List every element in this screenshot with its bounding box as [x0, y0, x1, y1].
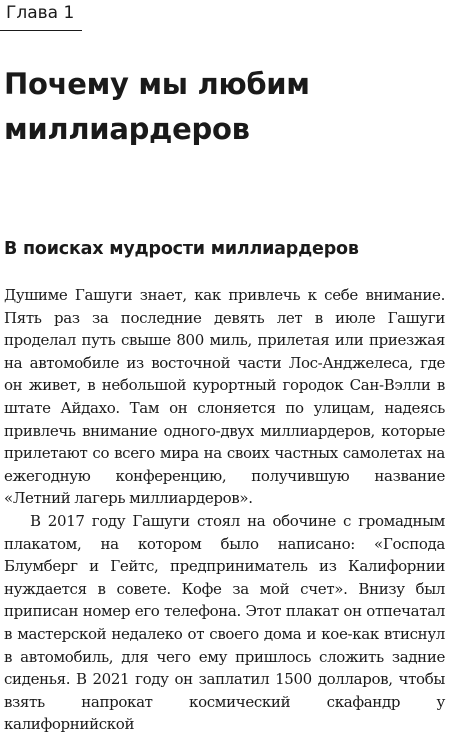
body-text [4, 284, 445, 736]
chapter-label: Глава 1 [6, 3, 75, 23]
section-heading: В поисках мудрости миллиардеров [4, 239, 359, 259]
chapter-title: Почему мы любим миллиардеров [4, 67, 310, 146]
paragraph: В 2017 году Гашуги стоял на обочине с громадным плакатом, на котором было написано: «Господа Блумберг и Гейтс, предприниматель из Калифорнии нуждается в совете. Кофе за мой счет». Внизу был приписан номер его телефона. Этот плакат он отпечатал в мастерской недалеко от своего дома и кое-как втиснул в автомобиль, для чего ему пришлось сложить задние сиденья. В 2021 году он заплатил 1500 долларов, чтобы взять напрокат космический скафандр у калифорнийской [4, 511, 445, 734]
chapter-divider [0, 30, 82, 31]
paragraph: Душиме Гашуги знает, как привлечь к себе внимание. Пять раз за последние девять лет в июле Гашуги проделал путь свыше 800 миль, прилетая или приезжая на автомобиле из восточной части Лос-Анджелеса, где он живет, в небольшой курортный городок Сан-Вэлли в штате Айдахо. Там он слоняется по улицам, надеясь привлечь внимание одного-двух миллиардеров, которые прилетают со всего мира на своих частных самолетах на ежегодную конференцию, получившую название «Летний лагерь миллиардеров». [4, 286, 445, 508]
